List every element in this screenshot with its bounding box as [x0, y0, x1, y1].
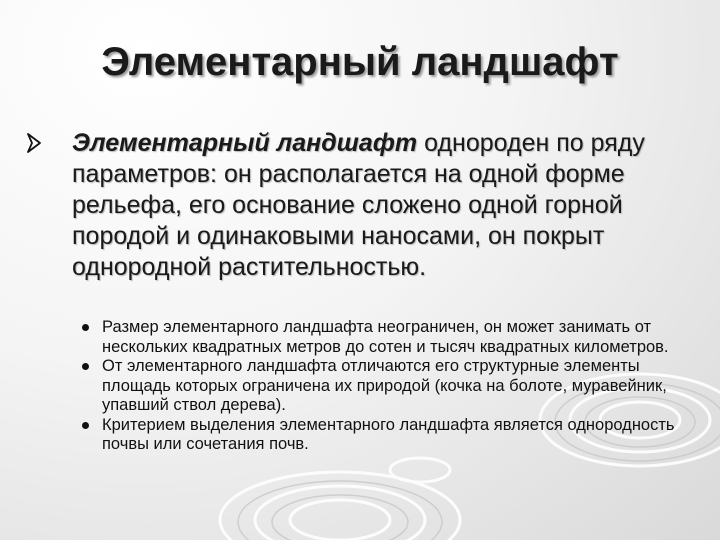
sub-bullet-item: [82, 357, 702, 416]
sub-bullet-text: Критерием выделения элементарного ландшафта является однородность почвы или сочетания почв.: [102, 415, 675, 453]
sub-bullet-text: Размер элементарного ландшафта неограничен, он может занимать от нескольких квадратных метров до сотен и тысяч квадратных километров.: [102, 318, 669, 356]
main-bullet-emphasis: Элементарный ландшафт: [72, 129, 418, 157]
sub-bullet-item: [82, 416, 702, 455]
sub-bullet-list: [82, 318, 702, 455]
main-bullet-body: однороден по ряду параметров: он располагается на одной форме рельефа, его основание сложено одной горной породой и одинаковыми наносами, он покрыт однородной растительностью.: [72, 129, 645, 281]
main-bullet: [26, 128, 706, 283]
round-bullet-icon: [82, 363, 89, 370]
round-bullet-icon: [82, 422, 89, 429]
arrowhead-bullet-icon: [26, 132, 42, 154]
sub-bullet-item: [82, 318, 702, 357]
slide-title: Элементарный ландшафт: [101, 40, 619, 84]
sub-bullet-text: От элементарного ландшафта отличаются его структурные элементы площадь которых ограничена их природой (кочка на болоте, муравейник, упавший ствол дерева).: [102, 357, 667, 414]
main-bullet-text: [72, 128, 706, 283]
round-bullet-icon: [82, 324, 89, 331]
